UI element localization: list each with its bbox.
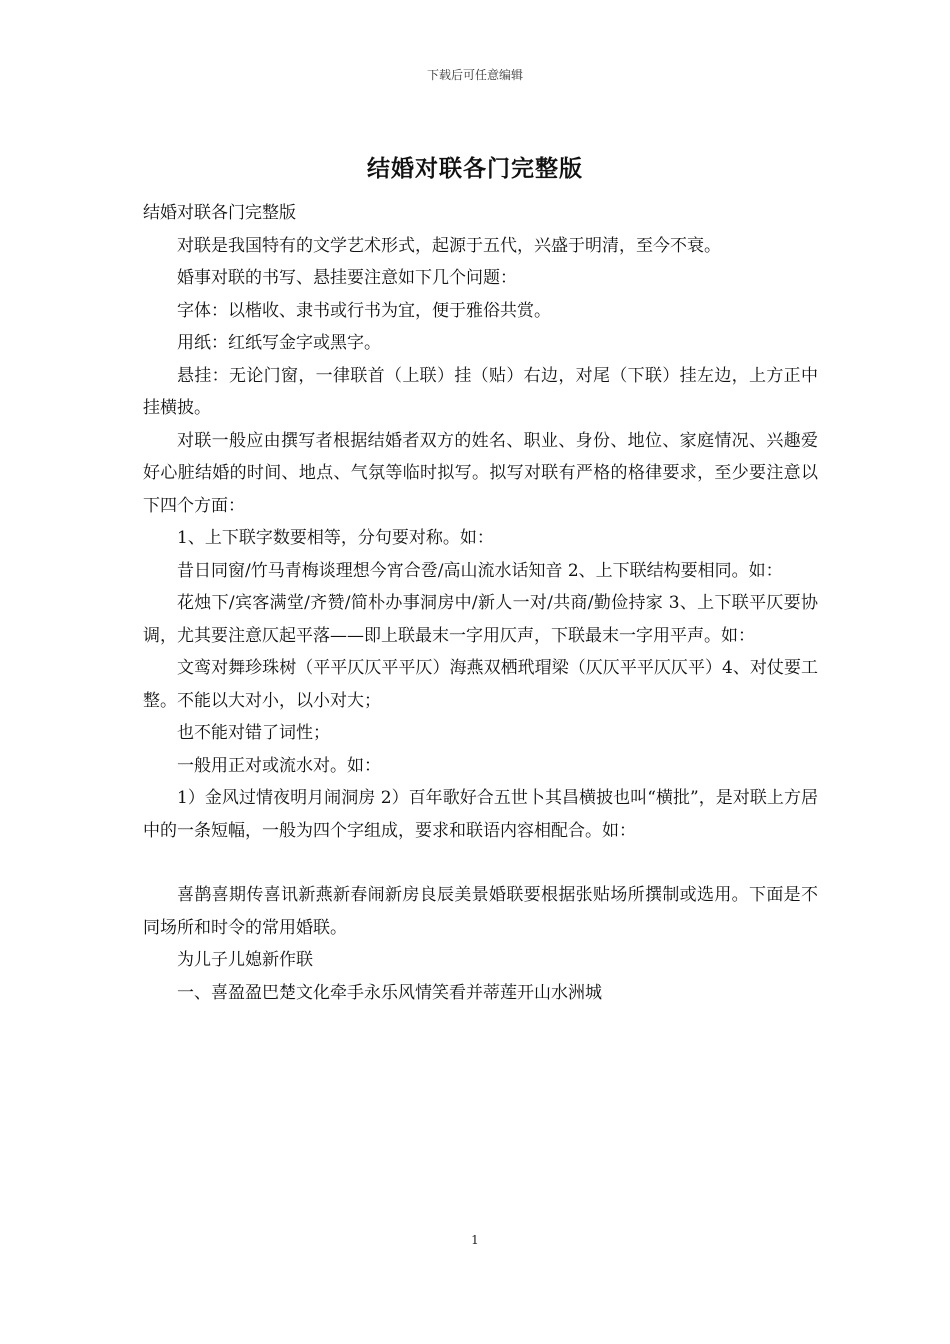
paragraph: 婚事对联的书写、悬挂要注意如下几个问题：: [177, 268, 517, 288]
document-title: 结婚对联各门完整版: [367, 155, 583, 182]
document-body: [143, 197, 818, 1009]
paragraph-subtitle: 结婚对联各门完整版: [143, 203, 296, 223]
paragraph: 一般用正对或流水对。如：: [177, 755, 381, 776]
paragraph: 1）金风过情夜明月闹洞房 2）百年歌好合五世卜其昌横披也叫“横批”，是对联上方居中的一条短幅，一般为四个字组成，要求和联语内容相配合。如：: [143, 788, 818, 841]
paragraph: 花烛下/宾客满堂/齐赞/简朴办事洞房中/新人一对/共商/勤俭持家 3、上下联平仄要协调，尤其要注意仄起平落——即上联最末一字用仄声，下联最末一字用平声。如：: [143, 593, 818, 646]
paragraph: 对联是我国特有的文学艺术形式，起源于五代，兴盛于明清，至今不衰。: [177, 235, 721, 256]
paragraph: 用纸：红纸写金字或黑字。: [177, 333, 381, 353]
paragraph: 喜鹊喜期传喜讯新燕新春闹新房良辰美景婚联要根据张贴场所撰制或选用。下面是不同场所和时令的常用婚联。: [143, 885, 818, 938]
paragraph: 昔日同窗/竹马青梅谈理想今宵合卺/高山流水话知音 2、上下联结构要相同。如：: [177, 560, 783, 581]
paragraph: 文鸾对舞珍珠树（平平仄仄平平仄）海燕双栖玳瑁梁（仄仄平平仄仄平）4、对仗要工整。不能以大对小，以小对大；: [143, 658, 818, 711]
paragraph: 也不能对错了词性；: [177, 723, 330, 743]
paragraph: 对联一般应由撰写者根据结婚者双方的姓名、职业、身份、地位、家庭情况、兴趣爱好心脏结婚的时间、地点、气氛等临时拟写。拟写对联有严格的格律要求，至少要注意以下四个方面：: [143, 430, 818, 516]
paragraph: 为儿子儿媳新作联: [177, 950, 313, 970]
page-number: 1: [471, 1233, 479, 1247]
paragraph: 一、喜盈盈巴楚文化牵手永乐风情笑看并蒂莲开山水洲城: [177, 982, 602, 1003]
paragraph: 字体：以楷收、隶书或行书为宜，便于雅俗共赏。: [177, 300, 551, 321]
header-note: 下载后可任意编辑: [426, 68, 523, 82]
paragraph: 1、上下联字数要相等，分句要对称。如：: [177, 528, 494, 548]
paragraph: 悬挂：无论门窗，一律联首（上联）挂（贴）右边，对尾（下联）挂左边，上方正中挂横披。: [143, 365, 818, 418]
